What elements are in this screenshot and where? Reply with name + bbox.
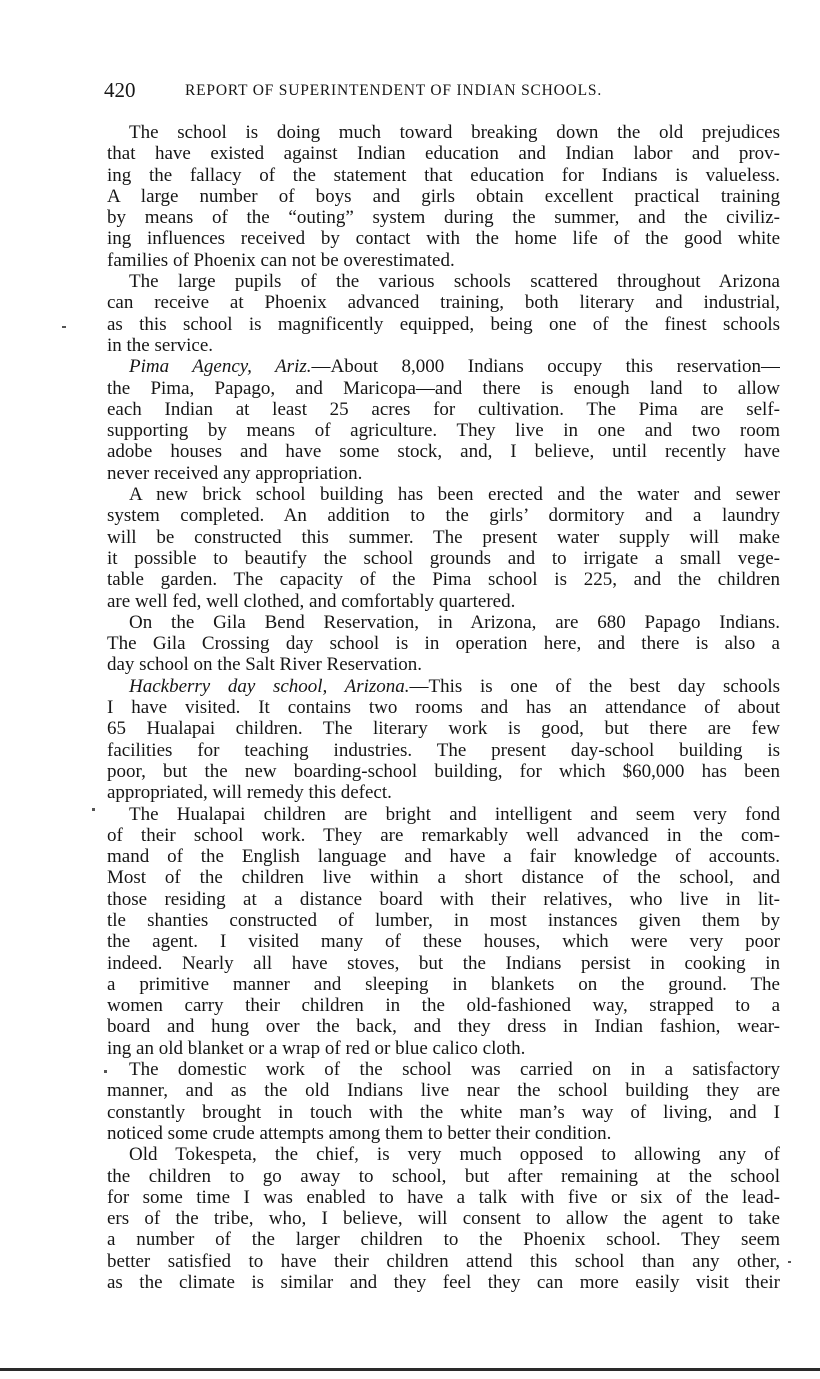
- text-line: [107, 250, 780, 271]
- text-line: [107, 889, 780, 910]
- text-line: [107, 1251, 780, 1272]
- text-line: [107, 314, 780, 335]
- line-text: the children to go away to school, but after remaining at the school: [107, 1165, 780, 1187]
- text-line: [107, 825, 780, 846]
- text-line: [107, 143, 780, 164]
- line-text: system completed. An addition to the girls’ dormitory and a laundry: [107, 505, 780, 527]
- running-head: REPORT OF SUPERINTENDENT OF INDIAN SCHOOLS.: [185, 82, 602, 99]
- text-line: [107, 420, 780, 441]
- line-text: never received any appropriation.: [107, 462, 363, 484]
- text-line: [107, 292, 780, 313]
- text-line: [107, 612, 780, 633]
- text-line: [107, 228, 780, 249]
- text-line: [107, 122, 780, 143]
- line-text: families of Phoenix can not be overestimated.: [107, 249, 455, 271]
- scan-mark: [104, 1070, 107, 1073]
- line-text: indeed. Nearly all have stoves, but the Indians persist in cooking in: [107, 952, 780, 974]
- page-header: [104, 78, 784, 102]
- line-text: The domestic work of the school was carried on in a satisfactory: [129, 1059, 780, 1081]
- text-line: [107, 1166, 780, 1187]
- line-text: the agent. I visited many of these houses, which were very poor: [107, 931, 780, 953]
- text-line: [107, 1123, 780, 1144]
- line-text: manner, and as the old Indians live near the school building they are: [107, 1080, 780, 1102]
- text-line: [107, 1272, 780, 1293]
- line-text: are well fed, well clothed, and comfortably quartered.: [107, 590, 516, 612]
- page-number: 420: [104, 78, 136, 102]
- line-text: poor, but the new boarding-school building, for which $60,000 has been: [107, 760, 780, 782]
- line-text: as this school is magnificently equipped, being one of the finest schools: [107, 313, 780, 335]
- line-text: tle shanties constructed of lumber, in most instances given them by: [107, 909, 780, 931]
- text-line: [107, 356, 780, 377]
- text-line: [107, 1080, 780, 1101]
- scan-mark: [788, 1261, 791, 1263]
- text-line: [107, 718, 780, 739]
- text-line: [107, 463, 780, 484]
- line-text: it possible to beautify the school grounds and to irrigate a small vege-: [107, 547, 780, 569]
- line-text: ing an old blanket or a wrap of red or blue calico cloth.: [107, 1037, 526, 1059]
- text-line: [107, 1229, 780, 1250]
- line-text: The Hualapai children are bright and intelligent and seem very fond: [129, 803, 780, 825]
- text-line: [107, 335, 780, 356]
- line-text: The school is doing much toward breaking down the old prejudices: [129, 122, 780, 143]
- text-line: [107, 505, 780, 526]
- text-line: [107, 953, 780, 974]
- scan-mark: [92, 808, 95, 811]
- text-line: [107, 846, 780, 867]
- text-line: [107, 186, 780, 207]
- line-text: The large pupils of the various schools scattered throughout Arizona: [129, 271, 780, 293]
- line-text: On the Gila Bend Reservation, in Arizona, are 680 Papago Indians.: [129, 611, 780, 633]
- line-text: ers of the tribe, who, I believe, will consent to allow the agent to take: [107, 1208, 780, 1230]
- text-line: [107, 1208, 780, 1229]
- text-line: [107, 1016, 780, 1037]
- line-text: better satisfied to have their children attend this school than any other,: [107, 1250, 780, 1272]
- text-line: [107, 974, 780, 995]
- text-line: [107, 527, 780, 548]
- line-text: A large number of boys and girls obtain excellent practical training: [107, 185, 780, 207]
- line-text: for some time I was enabled to have a talk with five or six of the lead-: [107, 1186, 780, 1208]
- italic-heading: Pima Agency, Ariz.: [129, 356, 312, 378]
- text-line: [107, 633, 780, 654]
- line-text: as the climate is similar and they feel they can more easily visit their: [107, 1272, 780, 1294]
- italic-heading: Hackberry day school, Arizona.: [129, 675, 410, 697]
- text-line: [107, 1059, 780, 1080]
- line-text: that have existed against Indian education and Indian labor and prov-: [107, 143, 780, 165]
- text-line: [107, 740, 780, 761]
- line-text: those residing at a distance board with their relatives, who live in lit-: [107, 888, 780, 910]
- line-text: —This is one of the best day schools: [409, 675, 780, 697]
- line-text: will be constructed this summer. The present water supply will make: [107, 526, 780, 548]
- text-line: [107, 1187, 780, 1208]
- text-line: [107, 910, 780, 931]
- line-text: I have visited. It contains two rooms and has an attendance of about: [107, 697, 780, 719]
- line-text: mand of the English language and have a fair knowledge of accounts.: [107, 846, 780, 868]
- line-text: noticed some crude attempts among them to better their condition.: [107, 1122, 612, 1144]
- line-text: ing influences received by contact with the home life of the good white: [107, 228, 780, 250]
- line-text: board and hung over the back, and they dress in Indian fashion, wear-: [107, 1016, 780, 1038]
- line-text: supporting by means of agriculture. They live in one and two room: [107, 420, 780, 442]
- text-line: [107, 399, 780, 420]
- line-text: ing the fallacy of the statement that education for Indians is valueless.: [107, 164, 780, 186]
- text-line: [107, 995, 780, 1016]
- text-line: [107, 1038, 780, 1059]
- text-line: [107, 804, 780, 825]
- text-line: [107, 761, 780, 782]
- text-line: [107, 484, 780, 505]
- text-line: [107, 867, 780, 888]
- text-line: [107, 591, 780, 612]
- text-line: [107, 441, 780, 462]
- line-text: A new brick school building has been erected and the water and sewer: [129, 484, 780, 506]
- line-text: Most of the children live within a short distance of the school, and: [107, 867, 780, 889]
- line-text: a number of the larger children to the Phoenix school. They seem: [107, 1229, 780, 1251]
- body-text: [107, 122, 780, 1293]
- text-line: [107, 931, 780, 952]
- line-text: The Gila Crossing day school is in operation here, and there is also a: [107, 633, 780, 655]
- line-text: 65 Hualapai children. The literary work is good, but there are few: [107, 718, 780, 740]
- text-line: [107, 1102, 780, 1123]
- line-text: constantly brought in touch with the white man’s way of living, and I: [107, 1101, 780, 1123]
- text-line: [107, 378, 780, 399]
- line-text: Old Tokespeta, the chief, is very much opposed to allowing any of: [129, 1144, 780, 1166]
- text-line: [107, 676, 780, 697]
- text-line: [107, 207, 780, 228]
- line-text: a primitive manner and sleeping in blankets on the ground. The: [107, 973, 780, 995]
- line-text: —About 8,000 Indians occupy this reservation—: [311, 356, 780, 378]
- line-text: day school on the Salt River Reservation.: [107, 654, 423, 676]
- line-text: in the service.: [107, 334, 214, 356]
- line-text: table garden. The capacity of the Pima school is 225, and the children: [107, 569, 780, 591]
- scan-mark: [62, 326, 66, 328]
- line-text: women carry their children in the old-fashioned way, strapped to a: [107, 995, 780, 1017]
- line-text: by means of the “outing” system during the summer, and the civiliz-: [107, 207, 780, 229]
- line-text: appropriated, will remedy this defect.: [107, 782, 392, 804]
- text-line: [107, 271, 780, 292]
- text-line: [107, 548, 780, 569]
- line-text: adobe houses and have some stock, and, I believe, until recently have: [107, 441, 780, 463]
- line-text: can receive at Phoenix advanced training, both literary and industrial,: [107, 292, 780, 314]
- page-bottom-rule: [0, 1368, 820, 1371]
- line-text: facilities for teaching industries. The present day-school building is: [107, 739, 780, 761]
- text-line: [107, 654, 780, 675]
- text-line: [107, 697, 780, 718]
- line-text: the Pima, Papago, and Maricopa—and there is enough land to allow: [107, 377, 780, 399]
- text-line: [107, 165, 780, 186]
- text-line: [107, 569, 780, 590]
- text-line: [107, 782, 780, 803]
- text-line: [107, 1144, 780, 1165]
- line-text: of their school work. They are remarkably well advanced in the com-: [107, 824, 780, 846]
- line-text: each Indian at least 25 acres for cultivation. The Pima are self-: [107, 398, 780, 420]
